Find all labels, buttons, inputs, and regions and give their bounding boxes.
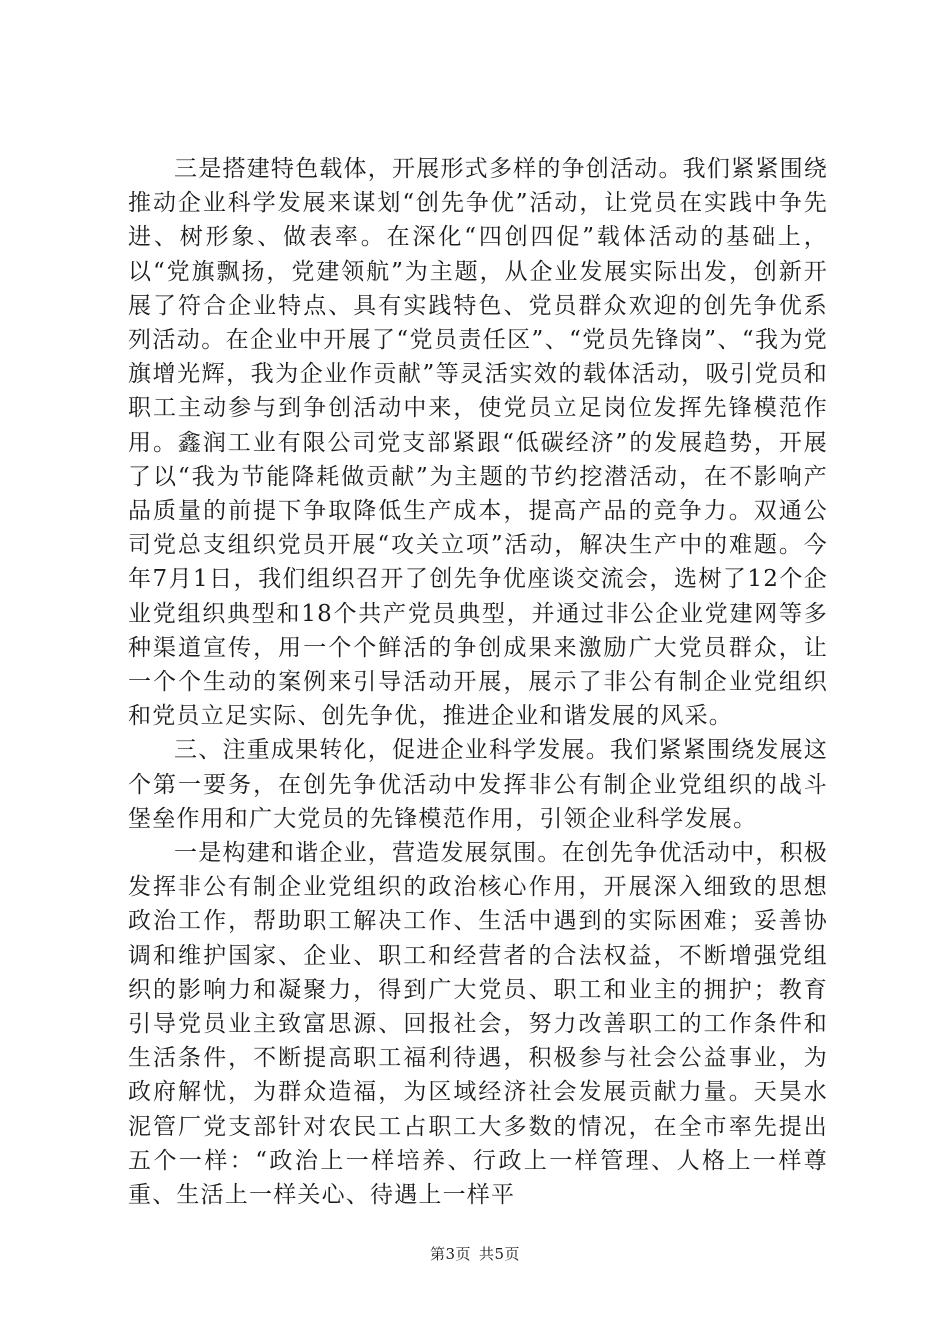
paragraph-section-three-heading: 三、注重成果转化，促进企业科学发展。我们紧紧围绕发展这个第一要务，在创先争优活动中发挥非公有制企业党组织的战斗堡垒作用和广大党员的先锋模范作用，引领企业科学发展。 [128,737,828,832]
page-number: 第3页 [429,1245,471,1263]
paragraph-carrier-activities: 三是搭建特色载体，开展形式多样的争创活动。我们紧紧围绕推动企业科学发展来谋划“创先争优”活动，让党员在实践中争先进、树形象、做表率。在深化“四创四促”载体活动的基础上，以“党旗飘扬，党建领航”为主题，从企业发展实际出发，创新开展了符合企业特点、具有实践特色、党员群众欢迎的创先争优系列活动。在企业中开展了“党员责任区”、“党员先锋岗”、“我为党旗增光辉，我为企业作贡献”等灵活实效的载体活动，吸引党员和职工主动参与到争创活动中来，使党员立足岗位发挥先锋模范作用。鑫润工业有限公司党支部紧跟“低碳经济”的发展趋势，开展了以“我为节能降耗做贡献”为主题的节约挖潜活动，在不影响产品质量的前提下争取降低生产成本，提高产品的竞争力。双通公司党总支组织党员开展“攻关立项”活动，解决生产中的难题。今年7月1日，我们组织召开了创先争优座谈交流会，选树了12个企业党组织典型和18个共产党员典型，并通过非公企业党建网等多种渠道宣传，用一个个鲜活的争创成果来激励广大党员群众，让一个个生动的案例来引导活动开展，展示了非公有制企业党组织和党员立足实际、创先争优，推进企业和谐发展的风采。 [128,156,828,730]
page-total: 共5页 [479,1245,521,1263]
paragraph-harmonious-enterprise: 一是构建和谐企业，营造发展氛围。在创先争优活动中，积极发挥非公有制企业党组织的政治核心作用，开展深入细致的思想政治工作，帮助职工解决工作、生活中遇到的实际困难；妥善协调和维护国家、企业、职工和经营者的合法权益，不断增强党组织的影响力和凝聚力，得到广大党员、职工和业主的拥护；教育引导党员业主致富思源、回报社会，努力改善职工的工作条件和生活条件，不断提高职工福利待遇，积极参与社会公益事业，为政府解忧，为群众造福，为区域经济社会发展贡献力量。天昊水泥管厂党支部针对农民工占职工大多数的情况，在全市率先提出五个一样：“政治上一样培养、行政上一样管理、人格上一样尊重、生活上一样关心、待遇上一样平 [128,840,828,1209]
page-footer [0,1243,950,1264]
document-body [128,152,828,1212]
